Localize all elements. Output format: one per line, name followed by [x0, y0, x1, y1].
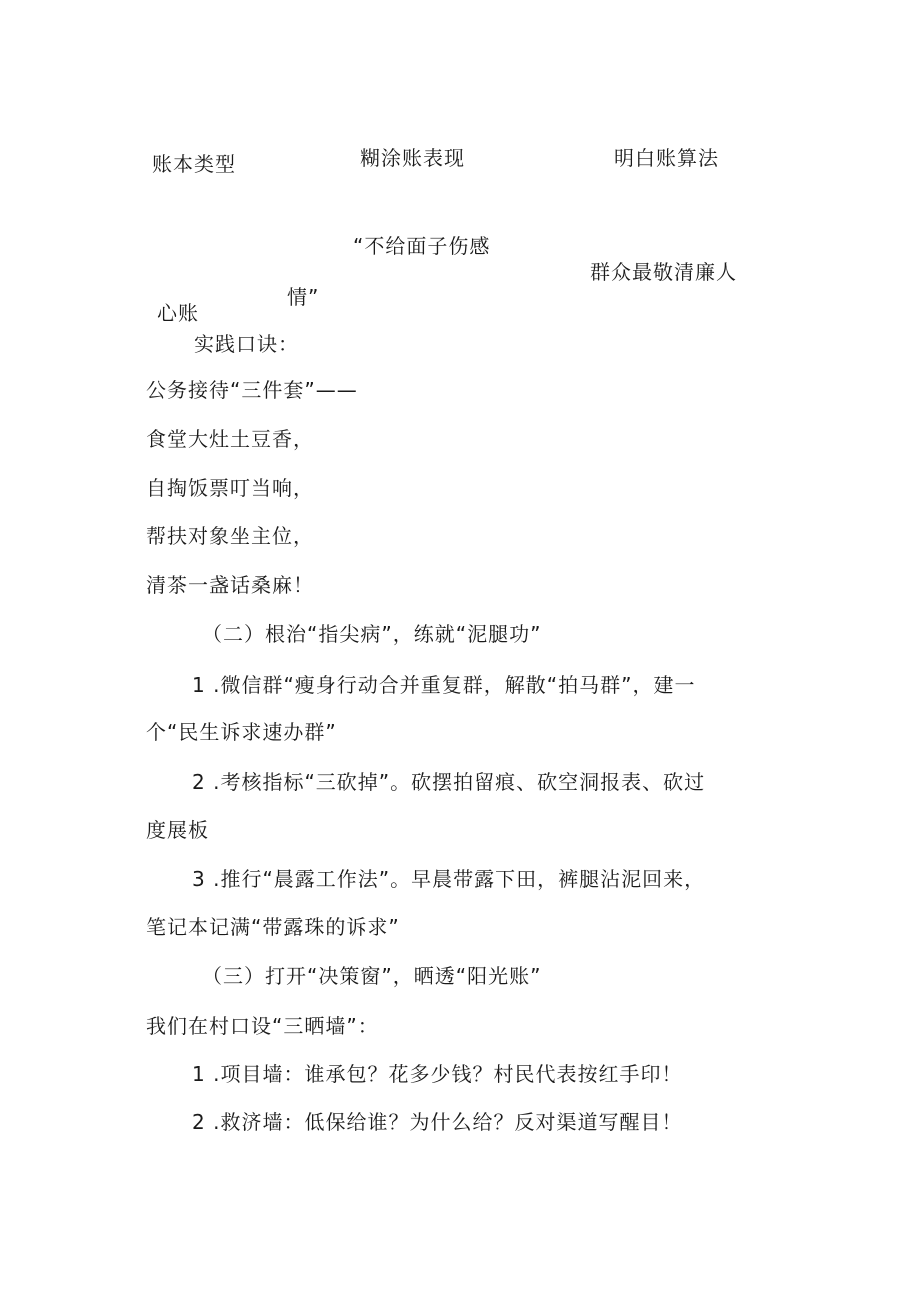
slogan-line: 食堂大灶土豆香，: [146, 427, 314, 451]
list-item-line: 3 .推行“晨露工作法”。早晨带露下田，裤腿沾泥回来，: [192, 867, 706, 891]
section-heading: （三）打开“决策窗”，晒透“阳光账”: [202, 964, 542, 988]
list-item-line: 个“民生诉求速办群”: [146, 720, 337, 744]
slogan-line: 帮扶对象坐主位，: [146, 524, 314, 548]
slogan-line: 公务接待“三件套”——: [146, 378, 358, 402]
table-header-type: 账本类型: [152, 152, 236, 176]
table-cell-row-confused-1: “不给面子伤感: [353, 234, 491, 258]
list-item-line: 1 .微信群“瘦身行动合并重复群，解散“拍马群”，建一: [192, 673, 696, 697]
slogan-line: 清茶一盏话桑麻！: [146, 573, 314, 597]
table-cell-row-type: 心账: [157, 301, 199, 325]
table-cell-row-confused-2: 情”: [287, 285, 320, 309]
slogan-title: 实践口诀：: [194, 332, 299, 356]
list-item-line: 2 .考核指标“三砍掉”。砍摆拍留痕、砍空洞报表、砍过: [192, 770, 706, 794]
table-header-confused: 糊涂账表现: [360, 146, 465, 170]
list-item-line: 2 .救济墙：低保给谁？为什么给？反对渠道写醒目！: [192, 1110, 683, 1134]
table-header-clear: 明白账算法: [614, 146, 719, 170]
section-heading: （二）根治“指尖病”，练就“泥腿功”: [202, 622, 542, 646]
list-item-line: 度展板: [146, 818, 209, 842]
slogan-line: 自掏饭票叮当响，: [146, 476, 314, 500]
table-cell-row-clear: 群众最敬清廉人: [590, 260, 737, 284]
list-item-line: 笔记本记满“带露珠的诉求”: [146, 915, 400, 939]
section-intro: 我们在村口设“三晒墙”：: [146, 1014, 379, 1038]
list-item-line: 1 .项目墙：谁承包？花多少钱？村民代表按红手印！: [192, 1062, 683, 1086]
